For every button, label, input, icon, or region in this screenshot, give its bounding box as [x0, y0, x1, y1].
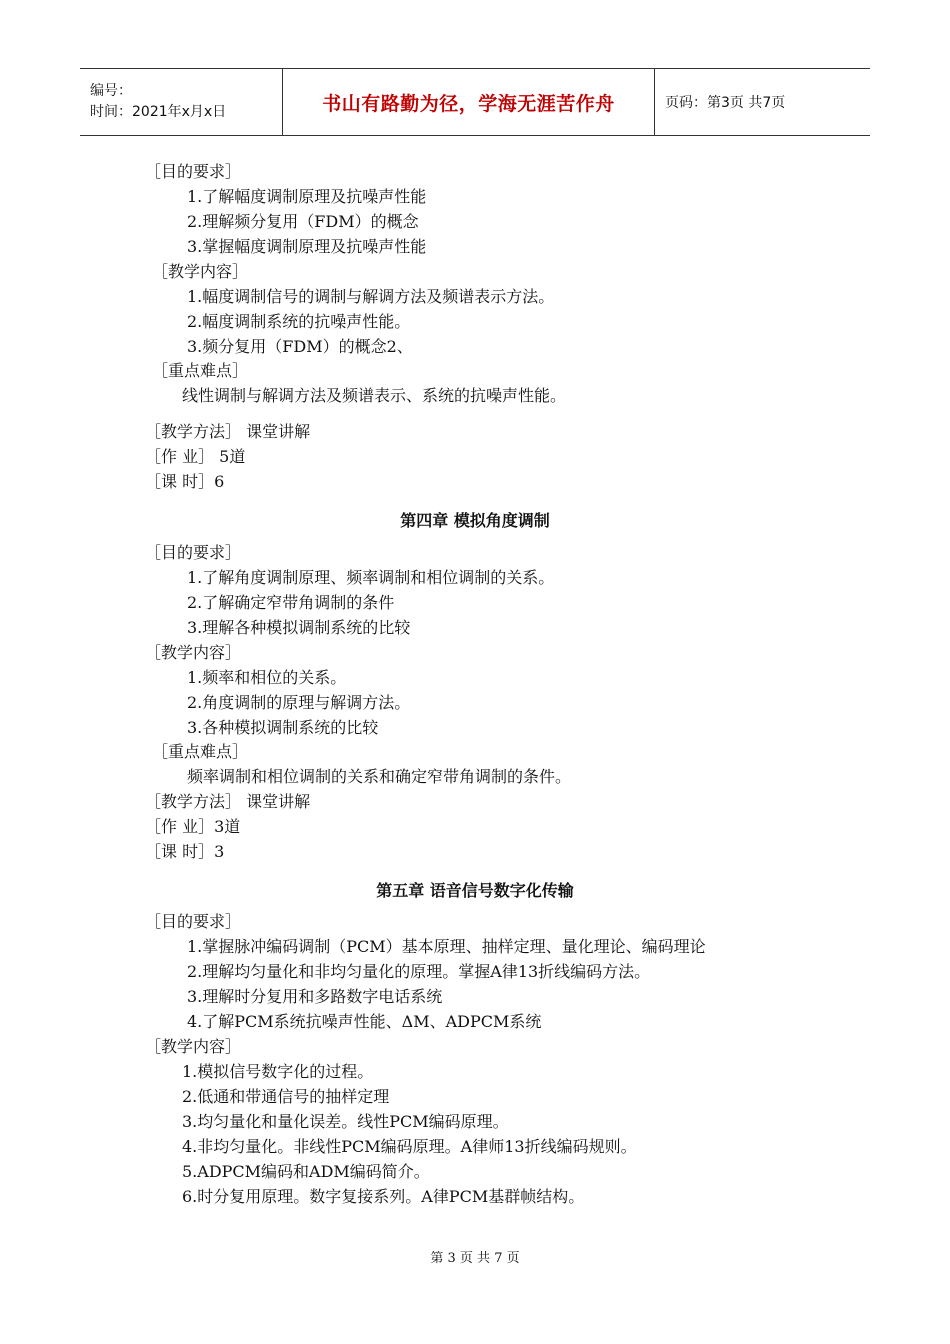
list-item: 3.频分复用（FDM）的概念2、	[187, 337, 413, 356]
page-footer: 第 3 页 共 7 页	[430, 1251, 520, 1266]
list-item: 2.低通和带通信号的抽样定理	[182, 1087, 390, 1106]
chapter-title: 第四章 模拟角度调制	[400, 511, 550, 530]
section-heading: ［目的要求］	[145, 162, 242, 181]
list-item: 3.掌握幅度调制原理及抗噪声性能	[187, 237, 427, 256]
header-page-cell	[655, 69, 870, 135]
section-heading: ［重点难点］	[152, 361, 249, 380]
list-item: 3.均匀量化和量化误差。线性PCM编码原理。	[182, 1112, 509, 1131]
paragraph: 线性调制与解调方法及频谱表示、系统的抗噪声性能。	[182, 386, 567, 405]
list-item: 4.了解PCM系统抗噪声性能、ΔM、ADPCM系统	[187, 1012, 542, 1031]
list-item: 6.时分复用原理。数字复接系列。A律PCM基群帧结构。	[182, 1187, 585, 1206]
section-heading: ［教学内容］	[145, 1037, 242, 1056]
section-heading: ［重点难点］	[152, 742, 249, 761]
section-heading: ［教学内容］	[145, 643, 242, 662]
list-item: 2.理解频分复用（FDM）的概念	[187, 212, 419, 231]
list-item: 1.频率和相位的关系。	[187, 668, 347, 687]
number-label: 编号：	[90, 83, 132, 99]
section-heading: ［教学内容］	[152, 262, 249, 281]
list-item: 1.了解角度调制原理、频率调制和相位调制的关系。	[187, 568, 555, 587]
list-item: 1.了解幅度调制原理及抗噪声性能	[187, 187, 427, 206]
list-item: 1.幅度调制信号的调制与解调方法及频谱表示方法。	[187, 287, 555, 306]
header-motto-cell	[283, 69, 655, 135]
page-label: 页码：第3页 共7页	[665, 95, 786, 111]
list-item: 4.非均匀量化。非线性PCM编码原理。A律师13折线编码规则。	[182, 1137, 637, 1156]
paragraph: 频率调制和相位调制的关系和确定窄带角调制的条件。	[187, 767, 572, 786]
list-item: 3.理解各种模拟调制系统的比较	[187, 618, 411, 637]
section-heading: ［目的要求］	[145, 912, 242, 931]
list-item: 1.模拟信号数字化的过程。	[182, 1062, 374, 1081]
motto: 书山有路勤为径，学海无涯苦作舟	[322, 92, 615, 115]
teaching-method: ［教学方法］ 课堂讲解	[145, 792, 311, 811]
homework: ［作 业］3道	[145, 817, 241, 836]
list-item: 2.幅度调制系统的抗噪声性能。	[187, 312, 411, 331]
page-header	[80, 68, 870, 136]
list-item: 2.角度调制的原理与解调方法。	[187, 693, 411, 712]
homework: ［作 业］ 5道	[145, 447, 246, 466]
class-hours: ［课 时］6	[145, 472, 225, 491]
class-hours: ［课 时］3	[145, 842, 225, 861]
list-item: 5.ADPCM编码和ADM编码简介。	[182, 1162, 430, 1181]
list-item: 1.掌握脉冲编码调制（PCM）基本原理、抽样定理、量化理论、编码理论	[187, 937, 706, 956]
chapter-title: 第五章 语音信号数字化传输	[376, 881, 574, 900]
list-item: 2.理解均匀量化和非均匀量化的原理。掌握A律13折线编码方法。	[187, 962, 651, 981]
list-item: 3.理解时分复用和多路数字电话系统	[187, 987, 443, 1006]
list-item: 2.了解确定窄带角调制的条件	[187, 593, 395, 612]
teaching-method: ［教学方法］ 课堂讲解	[145, 422, 311, 441]
list-item: 3.各种模拟调制系统的比较	[187, 718, 379, 737]
section-heading: ［目的要求］	[145, 543, 242, 562]
date-label: 时间：2021年x月x日	[90, 104, 227, 120]
header-meta	[80, 69, 283, 135]
